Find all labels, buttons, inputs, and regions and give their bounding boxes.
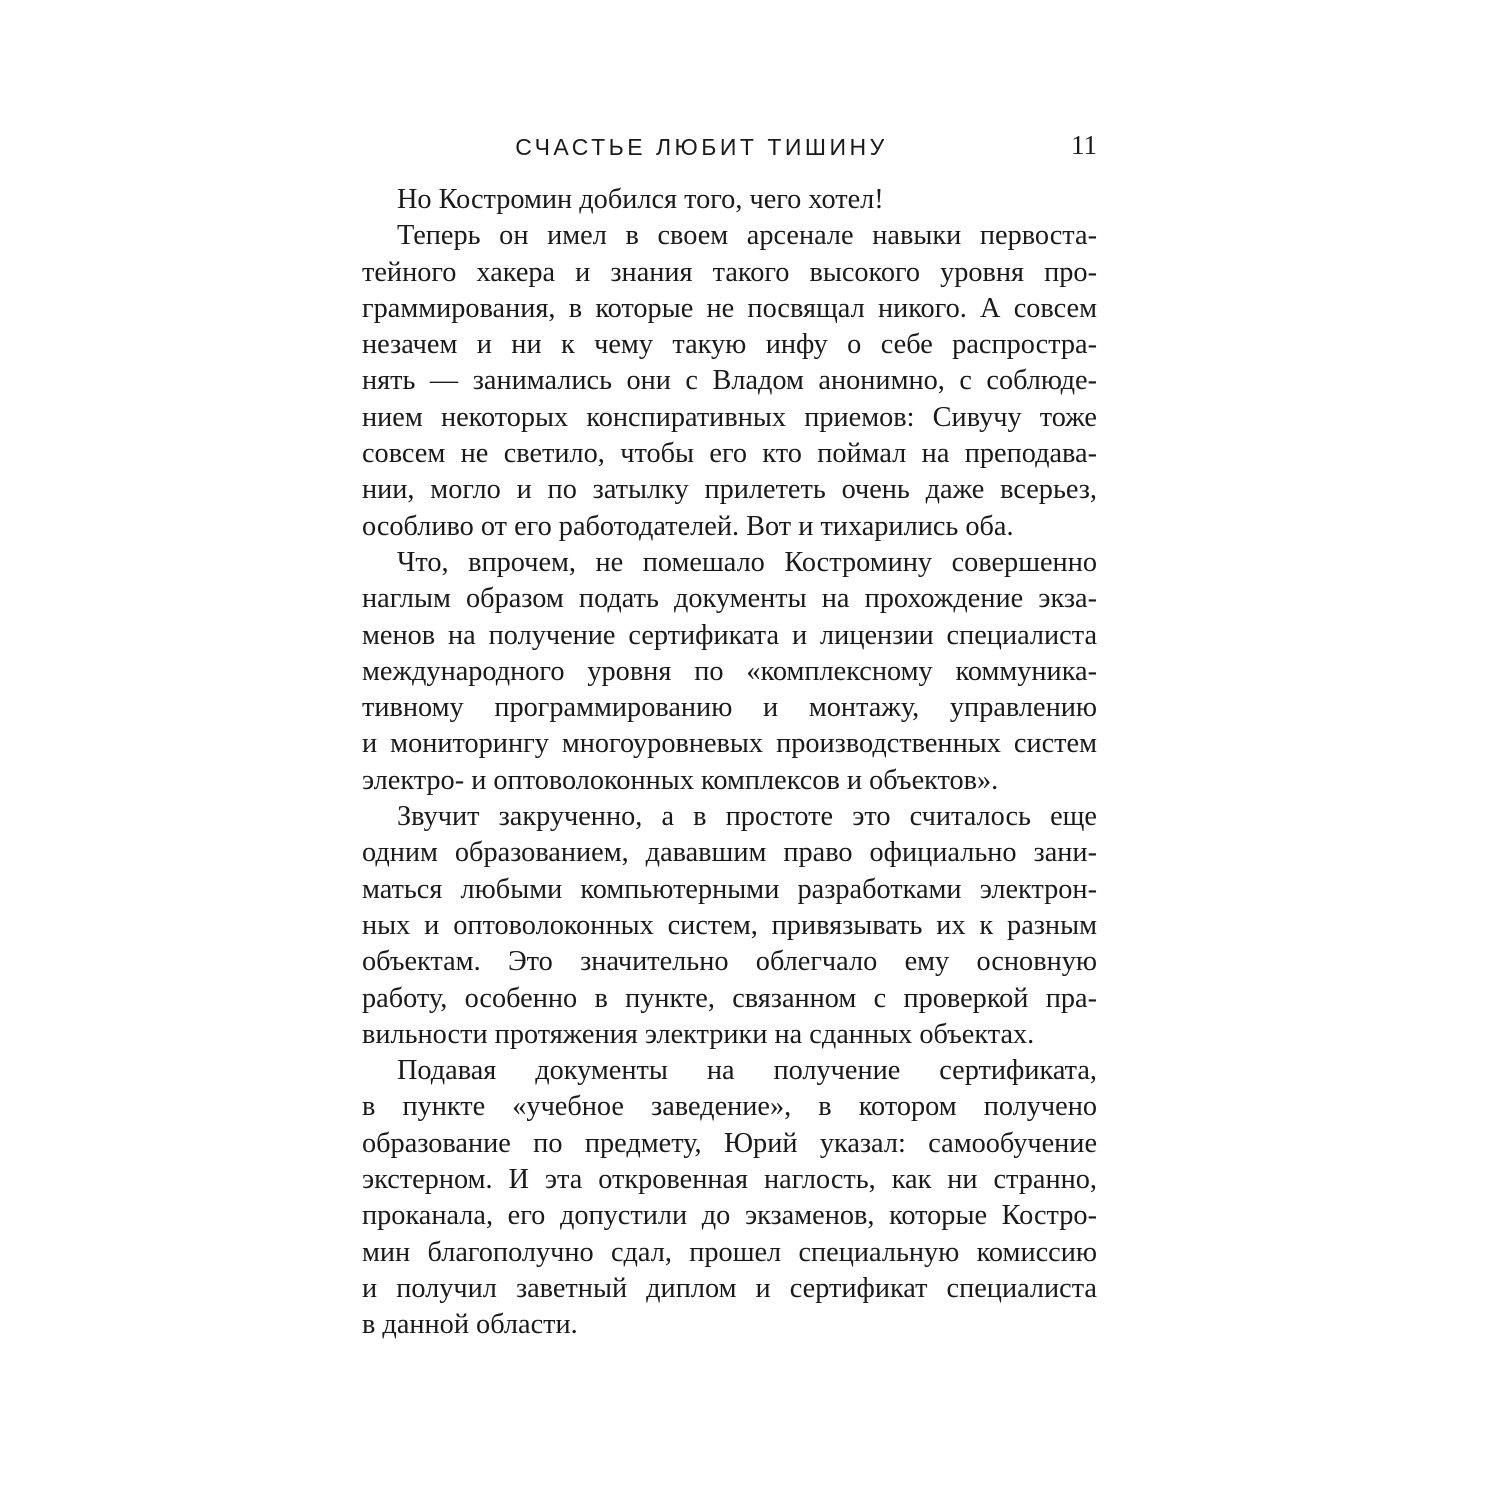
paragraph: [362, 218, 1097, 545]
text-line: проканала, его допустили до экзаменов, которые Костро-: [362, 1200, 1097, 1232]
text-line: и получил заветный диплом и сертификат специалиста: [362, 1272, 1097, 1304]
text-line: граммирования, в которые не посвящал никого. А совсем: [362, 292, 1097, 324]
text-line: нием некоторых конспиративных приемов: Сивучу тоже: [362, 401, 1097, 433]
text-line: наглым образом подать документы на прохождение экза-: [362, 583, 1097, 615]
text-line: Подавая документы на получение сертификата,: [397, 1055, 1097, 1087]
text-line: нии, могло и по затылку прилететь очень даже всерьез,: [362, 474, 1097, 506]
book-page: [362, 128, 1097, 1344]
body-text: [362, 182, 1097, 1344]
text-line: вильности протяжения электрики на сданных объектах.: [362, 1018, 1035, 1050]
text-line: Что, впрочем, не помешало Костромину совершенно: [397, 546, 1097, 578]
text-line: объектам. Это значительно облегчало ему основную: [362, 946, 1097, 978]
text-line: одним образованием, дававшим право официально зани-: [362, 837, 1097, 869]
text-line: менов на получение сертификата и лицензии специалиста: [362, 619, 1097, 651]
text-line: Но Костромин добился того, чего хотел!: [397, 184, 884, 215]
text-line: международного уровня по «комплексному коммуника-: [362, 655, 1097, 687]
paragraph: [362, 1053, 1097, 1343]
text-line: незачем и ни к чему такую инфу о себе распростра-: [362, 329, 1097, 361]
paragraph: [362, 799, 1097, 1053]
text-line: и мониторингу многоуровневых производственных систем: [362, 728, 1097, 760]
text-line: нять — занимались они с Владом анонимно, с соблюде-: [362, 365, 1097, 397]
text-line: электро- и оптоволоконных комплексов и объектов».: [362, 764, 999, 796]
text-line: ных и оптоволоконных систем, привязывать их к разным: [362, 909, 1097, 941]
text-line: Звучит закрученно, а в простоте это считалось еще: [397, 801, 1097, 833]
paragraph: [362, 182, 1097, 218]
text-line: работу, особенно в пункте, связанном с проверкой пра-: [362, 982, 1097, 1014]
text-line: образование по предмету, Юрий указал: самообучение: [362, 1127, 1097, 1159]
page-number: 11: [1071, 130, 1097, 160]
page-header: [362, 128, 1097, 164]
paragraph: [362, 545, 1097, 799]
text-line: мин благополучно сдал, прошел специальную комиссию: [362, 1236, 1097, 1268]
text-line: тивному программированию и монтажу, управлению: [362, 692, 1097, 724]
running-title: СЧАСТЬЕ ЛЮБИТ ТИШИНУ: [515, 134, 888, 160]
text-line: особливо от его работодателей. Вот и тихарились оба.: [362, 510, 1014, 542]
text-line: тейного хакера и знания такого высокого уровня про-: [362, 256, 1097, 288]
text-line: совсем не светило, чтобы его кто поймал на преподава-: [362, 438, 1097, 470]
text-line: в данной области.: [362, 1309, 578, 1341]
text-line: экстерном. И эта откровенная наглость, как ни странно,: [362, 1164, 1097, 1196]
text-line: Теперь он имел в своем арсенале навыки первоста-: [397, 220, 1097, 252]
text-line: маться любыми компьютерными разработками электрон-: [362, 873, 1097, 905]
text-line: в пункте «учебное заведение», в котором получено: [362, 1091, 1097, 1123]
